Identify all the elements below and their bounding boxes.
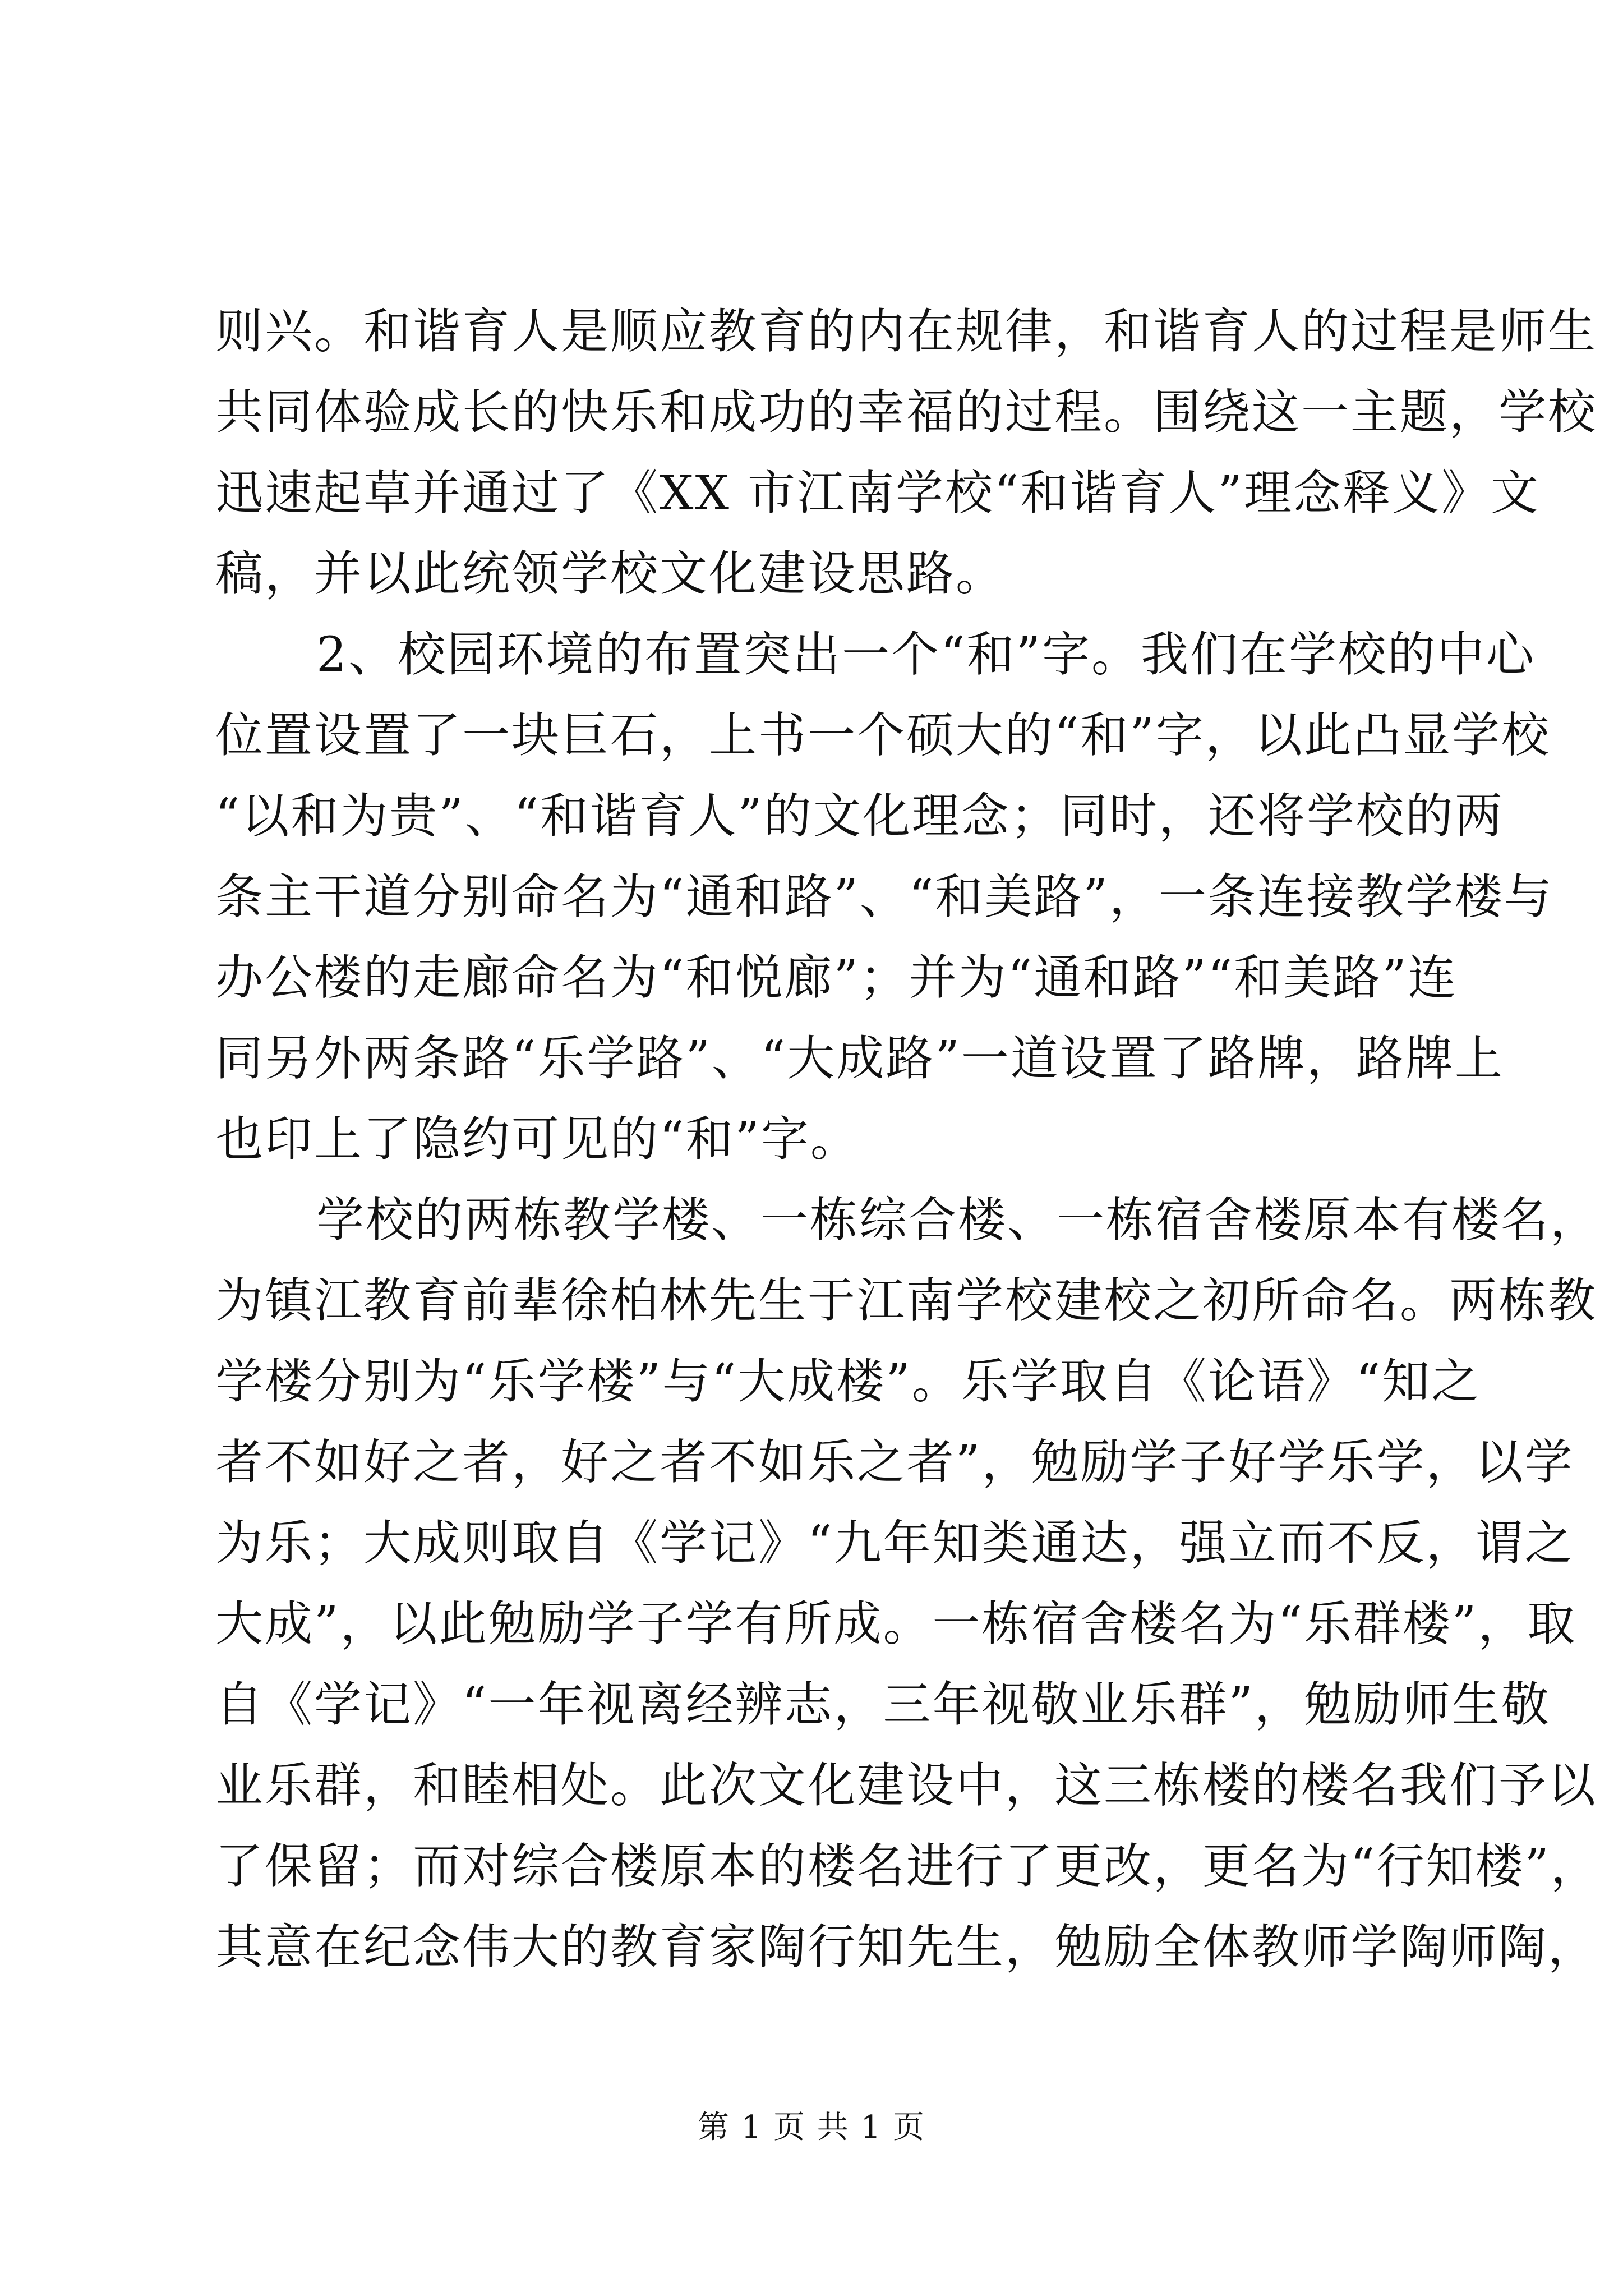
text-line: 条主干道分别命名为“通和路”、“和美路”，一条连接教学楼与 [215, 869, 1553, 925]
text-line: 大成”，以此勉励学子学有所成。一栋宿舍楼名为“乐群楼”，取 [215, 1596, 1577, 1652]
text-line: 业乐群，和睦相处。此次文化建设中，这三栋楼的楼名我们予以 [215, 1758, 1598, 1814]
text-line: 办公楼的走廊命名为“和悦廊”；并为“通和路”“和美路”连 [215, 950, 1458, 1006]
text-line: 学楼分别为“乐学楼”与“大成楼”。乐学取自《论语》“知之 [215, 1354, 1481, 1410]
text-line: 为镇江教育前辈徐柏林先生于江南学校建校之初所命名。两栋教 [215, 1273, 1598, 1329]
text-line: 同另外两条路“乐学路”、“大成路”一道设置了路牌，路牌上 [215, 1031, 1504, 1087]
paragraph-start-line: 学校的两栋教学楼、一栋综合楼、一栋宿舍楼原本有楼名， [316, 1193, 1600, 1248]
text-line: 则兴。和谐育人是顺应教育的内在规律，和谐育人的过程是师生 [215, 304, 1598, 360]
text-line: “以和为贵”、“和谐育人”的文化理念；同时，还将学校的两 [215, 789, 1504, 844]
text-line: 为乐；大成则取自《学记》“九年知类通达，强立而不反，谓之 [215, 1516, 1574, 1571]
text-line: 稿，并以此统领学校文化建设思路。 [215, 546, 1006, 602]
text-line: 位置设置了一块巨石，上书一个硕大的“和”字，以此凸显学校 [215, 708, 1551, 763]
text-line: 共同体验成长的快乐和成功的幸福的过程。围绕这一主题，学校 [215, 385, 1598, 440]
text-line: 迅速起草并通过了《XX 市江南学校“和谐育人”理念释义》文 [215, 466, 1540, 521]
paragraph-start-line: 2、校园环境的布置突出一个“和”字。我们在学校的中心 [316, 627, 1536, 683]
body-text [215, 292, 1600, 1988]
page-footer: 第 1 页 共 1 页 [697, 2109, 926, 2146]
text-line: 自《学记》“一年视离经辨志，三年视敬业乐群”，勉励师生敬 [215, 1677, 1551, 1733]
text-line: 也印上了隐约可见的“和”字。 [215, 1112, 860, 1167]
text-line: 了保留；而对综合楼原本的楼名进行了更改，更名为“行知楼”， [215, 1839, 1600, 1894]
text-line: 者不如好之者，好之者不如乐之者”，勉励学子好学乐学，以学 [215, 1435, 1574, 1490]
text-line: 其意在纪念伟大的教育家陶行知先生，勉励全体教师学陶师陶， [215, 1920, 1598, 1975]
